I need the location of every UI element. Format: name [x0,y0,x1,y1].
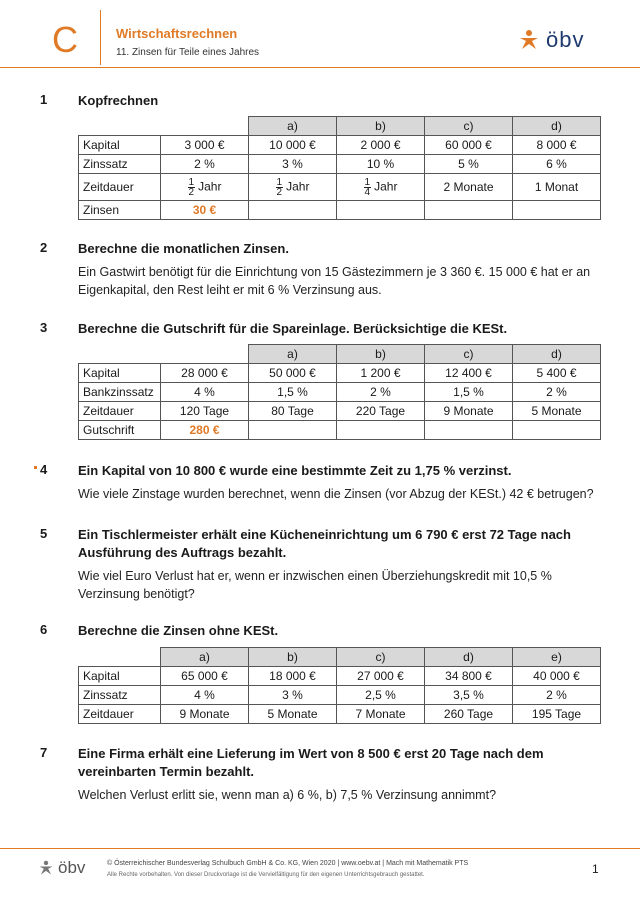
chapter-letter: C [52,19,78,60]
unit-label: Jahr [198,179,222,194]
fraction [364,178,372,197]
task-3-table [78,344,601,440]
table-header-row [79,648,601,667]
table-cell: 1 200 € [337,364,425,383]
answer-cell[interactable] [513,421,601,440]
col-header: c) [425,345,513,364]
table-header-row [79,117,601,136]
table-cell: 220 Tage [337,402,425,421]
example-answer: 30 € [161,201,249,220]
table-cell: 2 Monate [425,174,513,201]
rights-line: Alle Rechte vorbehalten. Von dieser Druckvorlage ist die Vervielfältigung für den eigenen Unterrichtsgebrauch gestattet. [107,872,425,878]
table-row [79,705,601,724]
example-cell: 120 Tage [161,402,249,421]
answer-cell[interactable] [337,421,425,440]
table-row [79,421,601,440]
task-heading: Ein Kapital von 10 800 € wurde eine bestimmte Zeit zu 1,75 % verzinst. [78,463,512,478]
example-cell: 4 % [161,383,249,402]
col-header: a) [161,648,249,667]
table-cell: 2 000 € [337,136,425,155]
table-row [79,667,601,686]
table-cell: 2,5 % [337,686,425,705]
table-cell: 2 % [513,383,601,402]
example-answer: 280 € [161,421,249,440]
col-header: d) [513,345,601,364]
header-divider [100,10,101,65]
example-cell [161,174,249,201]
col-header: d) [425,648,513,667]
table-cell: 10 000 € [249,136,337,155]
row-label: Zinsen [79,201,161,220]
table-row [79,201,601,220]
table-cell [249,174,337,201]
table-cell: 3 % [249,686,337,705]
fraction-numerator: 1 [188,176,195,188]
copyright-line: © Österreichischer Bundesverlag Schulbuch GmbH & Co. KG, Wien 2020 | www.oebv.at | Mach mit Mathematik PTS [107,860,469,867]
fraction-numerator: 1 [364,176,371,188]
obv-star-icon [38,860,54,876]
table-cell: 9 Monate [425,402,513,421]
fraction [188,178,196,197]
table-cell: 6 % [513,155,601,174]
col-header: b) [337,345,425,364]
table-cell: 40 000 € [513,667,601,686]
page-number: 1 [592,862,599,876]
table-cell: 80 Tage [249,402,337,421]
unit-label: Jahr [374,179,398,194]
task-number: 5 [40,526,48,541]
task-heading: Kopfrechnen [78,93,159,108]
table-cell: 3,5 % [425,686,513,705]
table-cell: 7 Monate [337,705,425,724]
task-heading: Berechne die monatlichen Zinsen. [78,241,289,256]
col-header: e) [513,648,601,667]
table-row [79,155,601,174]
table-cell: 27 000 € [337,667,425,686]
fraction-denominator: 2 [276,186,283,198]
table-cell: 3 % [249,155,337,174]
fraction-numerator: 1 [276,176,283,188]
col-header: b) [249,648,337,667]
footer-rule [0,848,640,849]
col-header: a) [249,117,337,136]
task-text: Wie viel Euro Verlust hat er, wenn er inzwischen einen Überziehungskredit mit 10,5 % Verzinsung benötigt? [78,569,552,601]
col-header: d) [513,117,601,136]
table-cell: 2 % [513,686,601,705]
task-text: Wie viele Zinstage wurden berechnet, wenn die Zinsen (vor Abzug der KESt.) 42 € betrugen? [78,487,594,501]
row-label: Kapital [79,136,161,155]
task-number: 7 [40,745,48,760]
task-heading: Ein Tischlermeister erhält eine Kücheneinrichtung um 6 790 € erst 72 Tage nach Ausführung des Auftrags bezahlt. [78,527,571,560]
table-row [79,136,601,155]
task-heading: Berechne die Zinsen ohne KESt. [78,623,279,638]
task-heading: Eine Firma erhält eine Lieferung im Wert von 8 500 € erst 20 Tage nach dem vereinbarten Termin bezahlt. [78,746,544,779]
table-cell: 12 400 € [425,364,513,383]
table-cell: 34 800 € [425,667,513,686]
task-heading: Berechne die Gutschrift für die Spareinlage. Berücksichtige die KESt. [78,321,508,336]
table-row [79,686,601,705]
table-row [79,364,601,383]
answer-cell[interactable] [425,201,513,220]
fraction-denominator: 4 [364,186,371,198]
table-cell: 9 Monate [161,705,249,724]
table-cell: 50 000 € [249,364,337,383]
task-text: Ein Gastwirt benötigt für die Einrichtung von 15 Gästezimmern je 3 360 €. 15 000 € hat er an Eigenkapital, den Rest leiht er mit 6 % Verzinsung aus. [78,265,591,297]
logo-text: öbv [546,27,585,52]
task-6-table [78,647,601,724]
row-label: Zinssatz [79,155,161,174]
row-label: Zinssatz [79,686,161,705]
fraction-denominator: 2 [188,186,195,198]
col-header: b) [337,117,425,136]
task-number: 6 [40,622,48,637]
table-cell: 5 Monate [249,705,337,724]
col-header: a) [249,345,337,364]
row-label: Zeitdauer [79,174,161,201]
table-cell: 10 % [337,155,425,174]
row-label: Zeitdauer [79,705,161,724]
table-cell: 195 Tage [513,705,601,724]
table-cell: 1 Monat [513,174,601,201]
table-cell: 8 000 € [513,136,601,155]
table-cell: 65 000 € [161,667,249,686]
table-cell: 1,5 % [249,383,337,402]
table-cell: 5 400 € [513,364,601,383]
answer-cell[interactable] [337,201,425,220]
table-cell: 4 % [161,686,249,705]
table-cell: 2 % [337,383,425,402]
row-label: Zeitdauer [79,402,161,421]
table-cell: 60 000 € [425,136,513,155]
table-row [79,402,601,421]
section-subtitle: 11. Zinsen für Teile eines Jahres [116,47,260,58]
table-cell: 1,5 % [425,383,513,402]
table-row [79,383,601,402]
task-text: Welchen Verlust erlitt sie, wenn man a) 6 %, b) 7,5 % Verzinsung annimmt? [78,788,497,802]
table-cell [337,174,425,201]
fraction [276,178,284,197]
table-cell: 5 % [425,155,513,174]
table-cell: 18 000 € [249,667,337,686]
row-label: Gutschrift [79,421,161,440]
answer-cell[interactable] [513,201,601,220]
footer-logo [38,858,85,878]
chapter-title: Wirtschaftsrechnen [116,26,238,41]
task-number: 4 [40,462,48,477]
task-number: 2 [40,240,48,255]
answer-cell[interactable] [425,421,513,440]
example-cell: 28 000 € [161,364,249,383]
table-cell: 5 Monate [513,402,601,421]
col-header: c) [337,648,425,667]
table-cell: 260 Tage [425,705,513,724]
row-label: Kapital [79,667,161,686]
table-header-row [79,345,601,364]
row-label: Kapital [79,364,161,383]
answer-cell[interactable] [249,201,337,220]
example-cell: 2 % [161,155,249,174]
obv-star-icon [518,29,540,51]
task-number: 3 [40,320,48,335]
footer-logo-text: öbv [58,858,86,877]
example-cell: 3 000 € [161,136,249,155]
col-header: c) [425,117,513,136]
row-label: Bankzinssatz [79,383,161,402]
header-rule [0,67,640,68]
unit-label: Jahr [286,179,310,194]
table-row [79,174,601,201]
task-1-table [78,116,601,220]
difficulty-marker [34,466,37,469]
answer-cell[interactable] [249,421,337,440]
publisher-logo [518,27,584,53]
task-number: 1 [40,92,48,107]
